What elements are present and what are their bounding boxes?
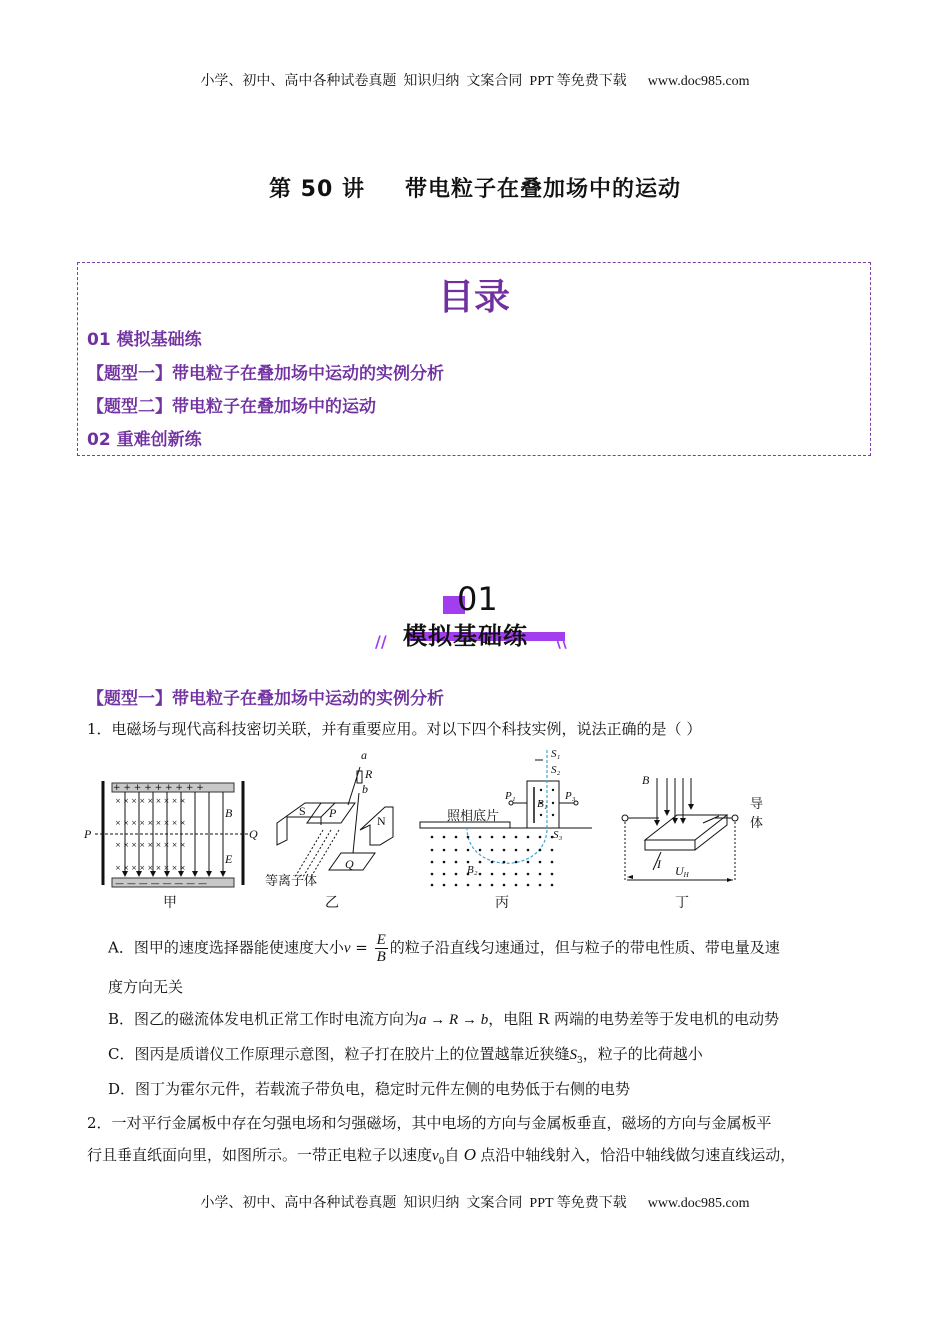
math-v: v: [343, 940, 351, 957]
math-current-path: a → R → b: [419, 1012, 489, 1028]
toc-item-type-one[interactable]: 【题型一】带电粒子在叠加场中运动的实例分析: [87, 364, 444, 384]
math-subscript-0: 0: [438, 1157, 445, 1167]
caption-yi: 乙: [325, 895, 339, 911]
option-c[interactable]: [108, 1043, 703, 1066]
label-E: E: [225, 852, 233, 866]
math-point-o: O: [459, 1145, 481, 1164]
svg-text:× × × × × × × × ×: × × × × × × × × ×: [115, 819, 186, 827]
math-equals: =: [350, 938, 373, 957]
field-dots-b2: [431, 836, 554, 887]
svg-text:B₂: B₂: [467, 864, 478, 876]
lecture-number: 第 50 讲: [269, 177, 365, 202]
toc-heading: 目录: [437, 277, 510, 318]
question-2-line-1: 2．一对平行金属板中存在匀强电场和匀强磁场，其中电场的方向与金属板垂直，磁场的方向与金属板平: [87, 1114, 772, 1132]
question-2-line-2: [87, 1144, 795, 1167]
fraction-e-over-b: [375, 932, 388, 965]
toc-item-advanced-practice[interactable]: 02 重难创新练: [87, 430, 202, 450]
label-film: 照相底片: [447, 809, 500, 824]
left-slash-decoration: //: [375, 632, 387, 651]
option-b[interactable]: [108, 1008, 779, 1029]
option-d[interactable]: D．图丁为霍尔元件，若载流子带负电，稳定时元件左侧的电势低于右侧的电势: [108, 1080, 631, 1098]
svg-text:P₃: P₃: [565, 790, 576, 802]
section-badge: [375, 580, 567, 660]
caption-ding: 丁: [675, 895, 689, 911]
svg-text:S₃: S₃: [553, 829, 563, 841]
toc-item-type-two[interactable]: 【题型二】带电粒子在叠加场中的运动: [87, 397, 376, 417]
svg-text:B: B: [642, 773, 650, 787]
label-B: B: [225, 806, 233, 820]
caption-bing: 丙: [495, 895, 509, 911]
figure-ding-hall-element: [615, 770, 750, 890]
svg-text:— — — — — — — —: — — — — — — — —: [115, 879, 208, 889]
question-2-text-mid: 自: [444, 1146, 460, 1164]
lecture-topic: 带电粒子在叠加场中的运动: [404, 177, 681, 202]
page-title: [0, 172, 950, 203]
math-s: S: [569, 1047, 577, 1063]
question-type-heading: 【题型一】带电粒子在叠加场中运动的实例分析: [87, 689, 444, 709]
label-conductor: 导体: [750, 797, 764, 831]
table-of-contents: [77, 262, 871, 456]
svg-text:S₁: S₁: [551, 748, 561, 760]
svg-text:Q: Q: [345, 857, 354, 871]
page-header: 小学、初中、高中各种试卷真题 知识归纳 文案合同 PPT 等免费下载 www.doc985.com: [200, 74, 750, 89]
svg-text:UH: UH: [675, 864, 689, 879]
option-b-text: B．图乙的磁流体发电机正常工作时电流方向为: [108, 1010, 420, 1028]
caption-jia: 甲: [163, 895, 177, 911]
math-v0: v: [432, 1148, 439, 1164]
svg-text:× × × × × × × × ×: × × × × × × × × ×: [115, 841, 186, 849]
option-a[interactable]: [108, 932, 780, 965]
question-2-text-cont: 点沿中轴线射入，恰沿中轴线做匀速直线运动，: [480, 1146, 796, 1164]
svg-text:P₁: P₁: [505, 790, 516, 802]
figure-jia-velocity-selector: [95, 775, 255, 895]
section-number: 01: [457, 580, 498, 618]
label-Q: Q: [249, 827, 258, 841]
svg-text:S: S: [299, 804, 306, 818]
svg-text:P: P: [329, 806, 337, 820]
svg-text:R: R: [365, 767, 373, 781]
svg-text:b: b: [362, 782, 368, 796]
option-c-text-cont: ，粒子的比荷越小: [582, 1045, 703, 1063]
svg-text:× × × × × × × × ×: × × × × × × × × ×: [115, 864, 186, 872]
math-subscript: 3: [576, 1056, 583, 1066]
fraction-denominator: B: [376, 949, 386, 965]
option-a-text: A．图甲的速度选择器能使速度大小: [108, 938, 344, 957]
question-1-stem: 1．电磁场与现代高科技密切关联，并有重要应用。对以下四个科技实例，说法正确的是（ ）: [87, 720, 702, 738]
page-footer: 小学、初中、高中各种试卷真题 知识归纳 文案合同 PPT 等免费下载 www.doc985.com: [200, 1196, 750, 1211]
option-c-text: C．图丙是质谱仪工作原理示意图，粒子打在胶片上的位置越靠近狭缝: [108, 1045, 570, 1063]
svg-text:a: a: [361, 748, 367, 762]
label-P: P: [84, 827, 92, 841]
question-1-figures: [84, 745, 775, 915]
figure-bing-mass-spectrometer: [417, 745, 592, 890]
svg-text:× × × × × × × × ×: × × × × × × × × ×: [115, 797, 186, 805]
svg-text:B₁: B₁: [537, 798, 548, 810]
toc-item-basic-practice[interactable]: 01 模拟基础练: [87, 330, 202, 350]
svg-text:S₂: S₂: [551, 764, 561, 776]
label-plasma: 等离子体: [265, 874, 318, 889]
option-a-continuation: 度方向无关: [108, 978, 184, 996]
right-slash-decoration: \\: [555, 632, 567, 651]
svg-text:N: N: [377, 814, 386, 828]
option-b-text-cont: ，电阻 R 两端的电势差等于发电机的电动势: [488, 1010, 780, 1028]
svg-text:I: I: [657, 857, 661, 871]
option-a-text-cont: 的粒子沿直线匀速通过，但与粒子的带电性质、带电量及速: [389, 938, 780, 957]
section-label: 模拟基础练: [403, 622, 528, 650]
question-2-text: 行且垂直纸面向里，如图所示。一带正电粒子以速度: [87, 1146, 433, 1164]
svg-text:+ + + + + + + + +: + + + + + + + + +: [113, 783, 204, 793]
fraction-numerator: E: [376, 932, 386, 948]
